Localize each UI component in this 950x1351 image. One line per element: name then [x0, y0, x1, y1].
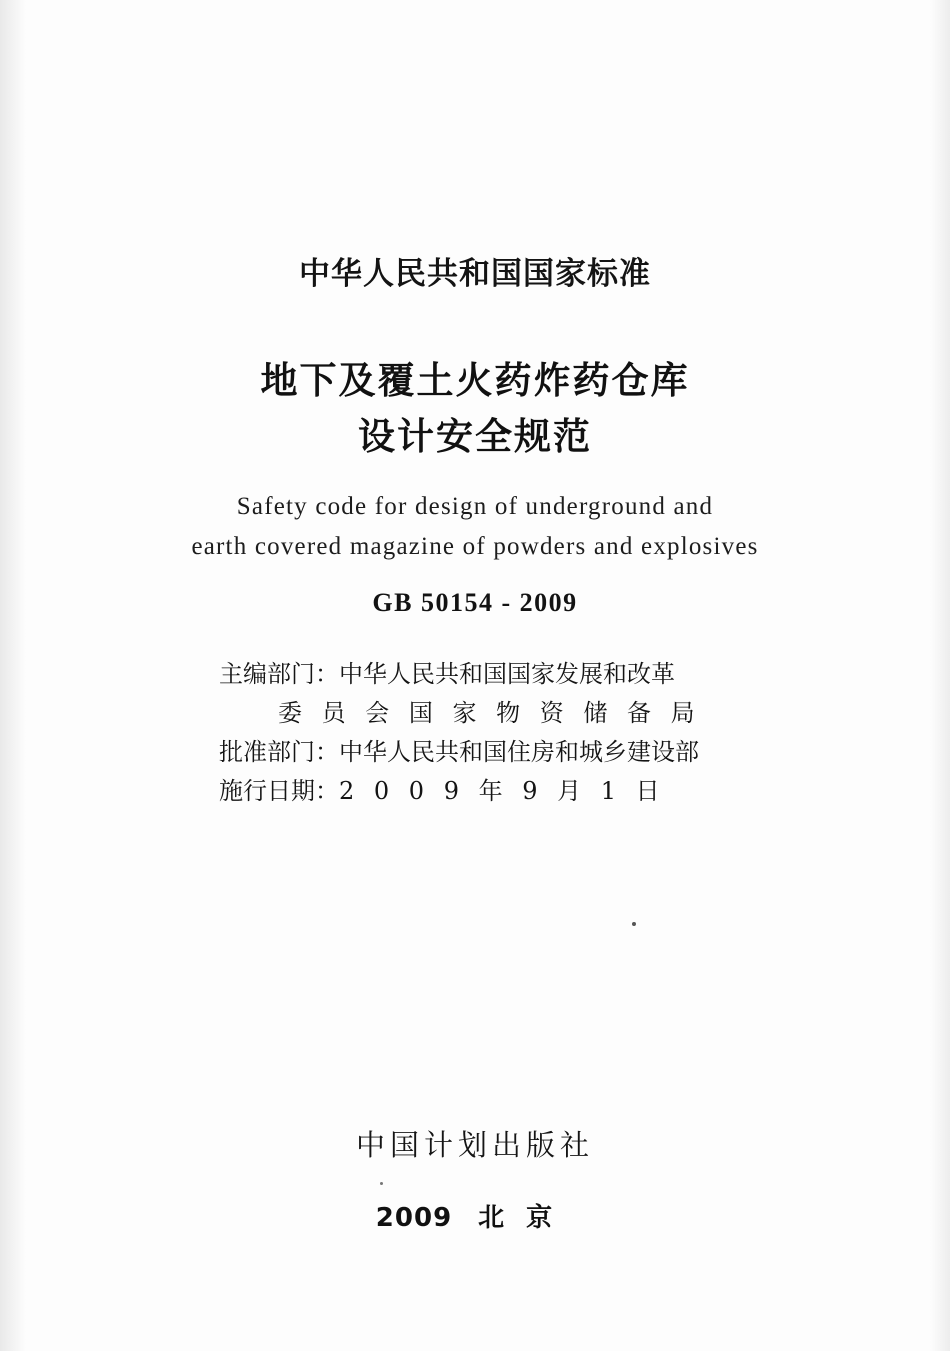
title-english-line-1: Safety code for design of underground and — [236, 493, 714, 520]
approver-department-row — [0, 733, 950, 772]
editor-department-value: 中华人民共和国国家发展和改革 — [339, 660, 675, 688]
publication-year: 2009 — [375, 1203, 453, 1233]
approver-department-label: 批准部门： — [219, 738, 339, 766]
approver-department-value: 中华人民共和国住房和城乡建设部 — [339, 738, 699, 766]
national-standard-label: 中华人民共和国国家标准 — [299, 256, 651, 292]
title-chinese-line-2: 设计安全规范 — [358, 414, 592, 458]
title-english-line-2: earth covered magazine of powders and explosives — [191, 533, 759, 560]
editor-department-row — [0, 655, 950, 694]
scan-dot-mark-lower — [380, 1182, 383, 1185]
effective-date-value: 2 0 0 9 年 9 月 1 日 — [339, 777, 666, 805]
publication-info — [0, 1197, 950, 1234]
document-metadata — [0, 655, 950, 811]
title-chinese-line-1: 地下及覆土火药炸药仓库 — [260, 358, 690, 402]
document-title-english — [0, 487, 950, 567]
scan-dot-mark — [632, 922, 636, 926]
editor-department-value-line-2: 委 员 会 国 家 物 资 储 备 局 — [278, 699, 701, 727]
effective-date-row — [0, 772, 950, 811]
publisher-name: 中国计划出版社 — [355, 1128, 594, 1162]
effective-date-label: 施行日期： — [219, 777, 339, 805]
standard-code-number: GB 50154 - 2009 — [372, 588, 578, 617]
document-title-chinese — [0, 352, 950, 464]
editor-department-label: 主编部门： — [219, 660, 339, 688]
publication-city: 北京 — [478, 1203, 575, 1233]
editor-department-row-2 — [0, 694, 950, 733]
